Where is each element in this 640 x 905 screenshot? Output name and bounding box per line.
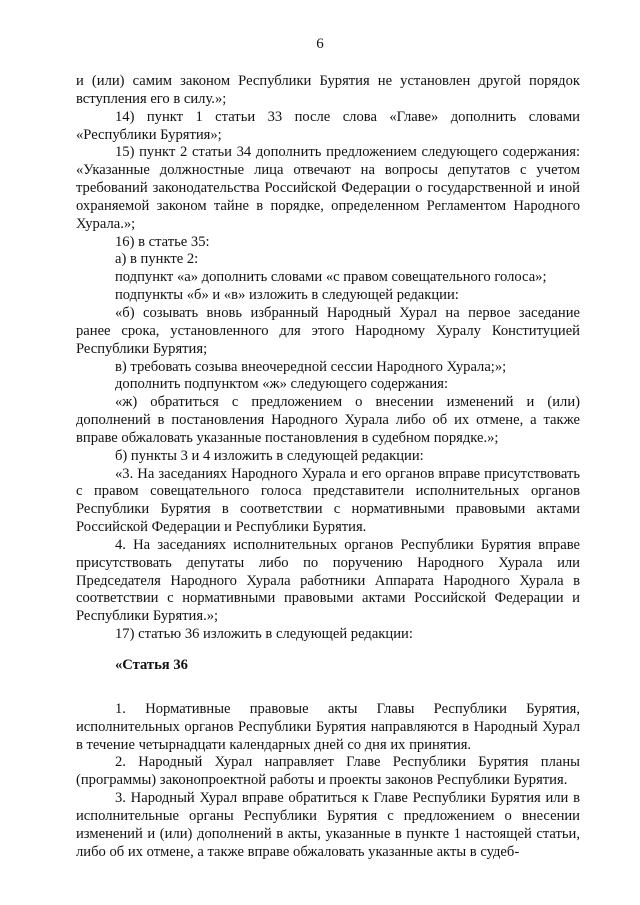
paragraph: 17) статью 36 изложить в следующей редакции:	[115, 626, 413, 643]
paragraph: подпункты «б» и «в» изложить в следующей редакции:	[115, 287, 459, 304]
paragraph: «3. На заседаниях Народного Хурала и его органов вправе присутствовать с правом совещательного голоса представители исполнительных органов Республики Бурятия в соответствии с нормативными правовыми актами Российской Федерации и Республики Бурятия.	[76, 465, 580, 536]
paragraph: подпункт «а» дополнить словами «с правом совещательного голоса»;	[115, 269, 547, 286]
article-heading: «Статья 36	[115, 657, 188, 673]
document-body	[76, 73, 580, 861]
paragraph: 4. На заседаниях исполнительных органов Республики Бурятия вправе присутствовать депутаты либо по поручению Народного Хурала или Председателя Народного Хурала работники Аппарата Народного Хурала в соответствии с нормативными правовыми актами Российской Федерации и Республики Бурятия.»;	[76, 536, 580, 625]
paragraph: «ж) обратиться с предложением о внесении изменений и (или) дополнений в постановления Народного Хурала либо об их отмене, а также вправе обжаловать указанные постановления в судебном порядке.»;	[76, 394, 580, 446]
article-paragraph: 1. Нормативные правовые акты Главы Республики Бурятия, исполнительных органов Республики Бурятия направляются в Народный Хурал в течение четырнадцати календарных дней со дня их принятия.	[76, 700, 580, 753]
paragraph: дополнить подпунктом «ж» следующего содержания:	[115, 376, 449, 393]
page-number: 6	[316, 36, 324, 52]
article-paragraph: 2. Народный Хурал направляет Главе Республики Бурятия планы (программы) законопроектной работы и проекты законов Республики Бурятия.	[76, 754, 580, 789]
paragraph: 16) в статье 35:	[115, 233, 210, 250]
paragraph: б) пункты 3 и 4 изложить в следующей редакции:	[115, 447, 424, 464]
paragraph: в) требовать созыва внеочередной сессии Народного Хурала;»;	[115, 358, 507, 375]
paragraph: а) в пункте 2:	[115, 251, 199, 268]
paragraph: 15) пункт 2 статьи 34 дополнить предложением следующего содержания: «Указанные должностные лица отвечают на вопросы депутатов с учетом требований законодательства Российской Федерации о государственной и иной охраняемой законом тайне в порядке, определенном Регламентом Народного Хурала.»;	[76, 144, 580, 232]
paragraph: «б) созывать вновь избранный Народный Хурал на первое заседание ранее срока, установленного для этого Народному Хуралу Конституцией Республики Бурятия;	[76, 304, 580, 357]
article-paragraph: 3. Народный Хурал вправе обратиться к Главе Республики Бурятия или в исполнительные органы Республики Бурятия с предложением о внесении изменений и (или) дополнений в акты, указанные в пункте 1 настоящей статьи, либо об их отмене, а также вправе обжаловать указанные акты в судеб-	[76, 790, 580, 860]
paragraph: 14) пункт 1 статьи 33 после слова «Главе» дополнить словами «Республики Бурятия»;	[76, 108, 580, 143]
paragraph: и (или) самим законом Республики Бурятия не установлен другой порядок вступления его в силу.»;	[76, 73, 580, 107]
